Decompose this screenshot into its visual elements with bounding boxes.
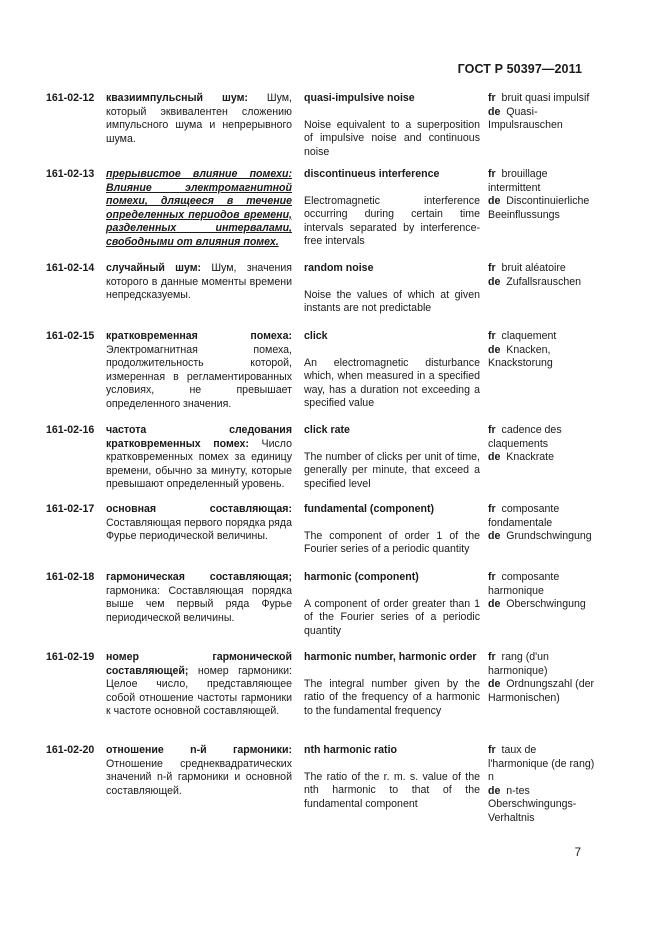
german-term: Grundschwingung (506, 530, 592, 543)
russian-term: кратковременная помеха: (106, 330, 292, 342)
entry-number: 161-02-17 (46, 503, 95, 515)
russian-definition (106, 92, 292, 146)
entry-number: 161-02-19 (46, 651, 95, 663)
french-term: taux de l'harmonique (de rang) n (488, 744, 595, 784)
french-term: claquement (501, 330, 557, 342)
german-term: Quasi-Impulsrauschen (488, 105, 563, 132)
entry-number: 161-02-14 (46, 262, 95, 274)
french-term: composante harmonique (488, 571, 560, 597)
english-term: discontinueus interference (304, 168, 440, 180)
english-term: click rate (304, 424, 350, 436)
language-equivalents: fr rang (d'un harmonique) de Ordnungszahl (der Harmonischen) (488, 651, 595, 704)
russian-definition (106, 168, 292, 250)
page-number: 7 (574, 847, 581, 859)
russian-text: номер гармоники: Целое число, представляющее собой отношение частоты гармоники к частоте основной составляющей. (106, 664, 292, 718)
english-term: quasi-impulsive noise (304, 92, 415, 104)
language-equivalents: fr claquement de Knacken, Knackstorung (488, 330, 557, 370)
russian-definition (106, 744, 292, 798)
german-term: Knacken, Knackstorung (488, 343, 553, 370)
language-equivalents: fr taux de l'harmonique (de rang) n de n-tes Oberschwingungs-Verhaltnis (488, 744, 595, 824)
russian-text: Отношение среднеквадратических значений n-й гармоники и основной составляющей. (106, 757, 292, 797)
russian-text: Составляющая первого порядка ряда Фурье периодической величины. (106, 516, 292, 543)
entry-number: 161-02-20 (46, 744, 95, 756)
french-term: cadence des claquements (488, 424, 562, 450)
english-definition: The integral number given by the ratio of the frequency of a harmonic to the fundamental frequency (304, 677, 480, 717)
russian-term: квазиимпульсный шум: (106, 92, 248, 104)
language-equivalents: fr cadence des claquements de Knackrate (488, 424, 562, 464)
language-equivalents: fr brouillage intermittent de Discontinuierliche Beeinflussungs (488, 168, 590, 221)
language-equivalents: fr bruit quasi impulsif de Quasi-Impulsrauschen (488, 92, 590, 132)
russian-term: гармоническая составляющая; (106, 571, 292, 583)
english-term: fundamental (component) (304, 503, 435, 515)
english-definition: A component of order greater than 1 of the Fourier series of a periodic quantity (304, 597, 480, 637)
english-column (304, 262, 480, 316)
english-definition: Noise equivalent to a superposition of impulsive noise and continuous noise (304, 118, 480, 158)
russian-term: основная составляющая: (106, 503, 292, 515)
russian-term: прерывистое влияние помехи: Влияние электромагнитной помехи, длящееся в течение определенных периодов времени, разделенных интервалами, свободными от влияния помех. (106, 168, 292, 248)
english-term: random noise (304, 262, 374, 274)
english-column (304, 92, 480, 159)
russian-definition (106, 571, 292, 625)
french-term: brouillage intermittent (488, 168, 548, 194)
french-term: composante fondamentale (488, 503, 560, 529)
german-term: Zufallsrauschen (506, 275, 582, 288)
entry-number: 161-02-13 (46, 168, 95, 180)
german-term: Knackrate (506, 451, 554, 464)
english-term: click (304, 330, 328, 342)
russian-text: Число кратковременных помех за единицу времени, обычно за минуту, которые превышают определенный уровень. (106, 437, 292, 491)
english-definition: Electromagnetic interference occurring during certain time intervals separated by interference-free intervals (304, 194, 480, 248)
russian-text: гармоника: Составляющая порядка выше чем первый ряда Фурье периодической величины. (106, 584, 292, 624)
english-term: harmonic (component) (304, 571, 419, 583)
russian-definition (106, 330, 292, 412)
english-column (304, 168, 480, 249)
russian-definition (106, 503, 292, 544)
english-column (304, 571, 480, 638)
english-definition: Noise the values of which at given instants are not predictable (304, 288, 480, 315)
german-term: Discontinuierliche Beeinflussungs (488, 195, 590, 221)
entry-number: 161-02-12 (46, 92, 95, 104)
language-equivalents: fr composante harmonique de Oberschwingung (488, 571, 586, 611)
english-column (304, 651, 480, 718)
german-term: Ordnungszahl (der Harmonischen) (488, 678, 595, 704)
russian-text: Шум, значения которого в данные моменты времени непредсказуемы. (106, 262, 292, 302)
french-term: bruit aléatoire (501, 262, 566, 274)
german-term: n-tes Oberschwingungs-Verhaltnis (488, 784, 577, 824)
english-definition: The number of clicks per unit of time, generally per minute, that exceed a specified level (304, 450, 480, 490)
english-term: harmonic number, harmonic order (304, 651, 477, 663)
russian-definition (106, 262, 292, 303)
language-equivalents: fr bruit aléatoire de Zufallsrauschen (488, 262, 582, 288)
russian-definition (106, 651, 292, 719)
russian-term: отношение n-й гармоники: (106, 744, 292, 756)
english-column (304, 503, 480, 557)
english-column (304, 424, 480, 491)
language-equivalents: fr composante fondamentale de Grundschwingung (488, 503, 592, 543)
english-definition: An electromagnetic disturbance which, when measured in a specified way, has a duration not exceeding a specified value (304, 356, 480, 410)
document-header: ГОСТ Р 50397—2011 (457, 62, 582, 76)
entry-number: 161-02-16 (46, 424, 95, 436)
english-definition: The ratio of the r. m. s. value of the nth harmonic to that of the fundamental component (304, 770, 480, 810)
russian-term: номер гармонической составляющей; (106, 651, 292, 677)
russian-text: Электромагнитная помеха, продолжительность которой, измеренная в регламентированных условиях, не превышает определенного значения. (106, 343, 292, 410)
french-term: rang (d'un harmonique) (488, 651, 549, 677)
english-column (304, 744, 480, 811)
russian-text: Шум, который эквивалентен сложению импульсного шума и непрерывного шума. (106, 92, 292, 145)
german-term: Oberschwingung (506, 598, 586, 611)
entry-number: 161-02-18 (46, 571, 95, 583)
russian-term: частота следования кратковременных помех: (106, 424, 292, 450)
english-column (304, 330, 480, 411)
entry-number: 161-02-15 (46, 330, 95, 342)
english-term: nth harmonic ratio (304, 744, 397, 756)
english-definition: The component of order 1 of the Fourier series of a periodic quantity (304, 529, 480, 556)
french-term: bruit quasi impulsif (501, 92, 590, 104)
russian-term: случайный шум: (106, 262, 202, 274)
russian-definition (106, 424, 292, 492)
